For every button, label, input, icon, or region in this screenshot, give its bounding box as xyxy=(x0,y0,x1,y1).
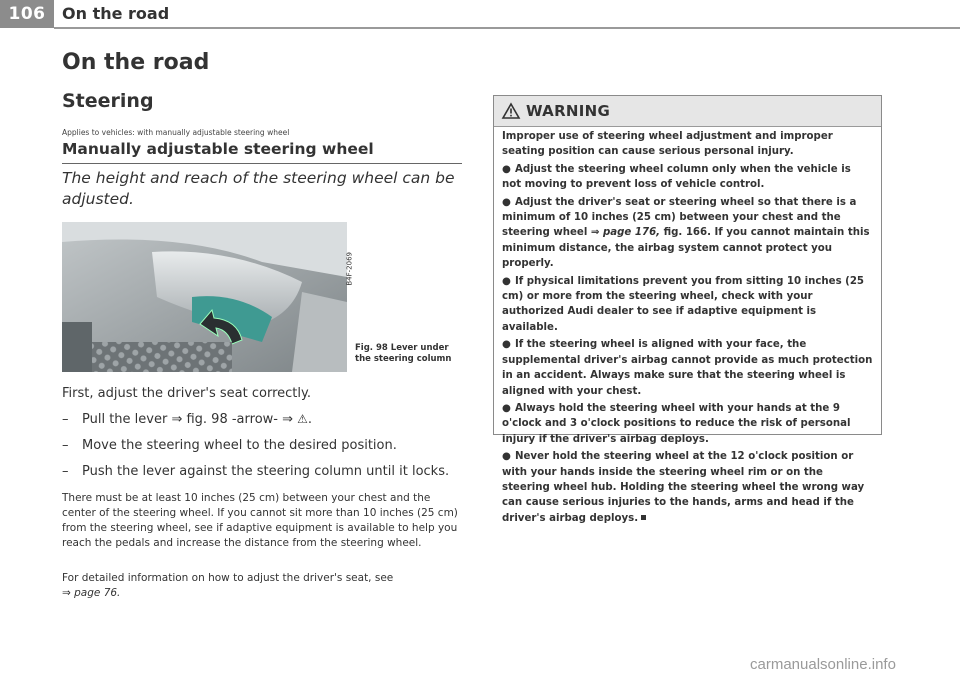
figure-steering-lever xyxy=(62,222,354,372)
page-number: 106 xyxy=(0,0,54,28)
warning-intro: Improper use of steering wheel adjustment and improper seating position can cause serious personal injury. xyxy=(502,131,833,158)
subsection-title: Manually adjustable steering wheel xyxy=(62,140,374,158)
warning-bullet-4: ● If the steering wheel is aligned with your face, the supplemental driver's airbag cannot provide as much protection in an accident. Always make sure that the steering wheel is aligned with your chest. xyxy=(502,339,873,397)
first-line: First, adjust the driver's seat correctly. xyxy=(62,386,311,401)
page-title: On the road xyxy=(62,50,210,75)
step-2: – Move the steering wheel to the desired position. xyxy=(62,438,397,453)
warning-bullet-3: ● If physical limitations prevent you from sitting 10 inches (25 cm) or more from the steering wheel, check with your authorized Audi dealer to see if adaptive equipment is available. xyxy=(502,275,865,333)
step-3: – Push the lever against the steering column until it locks. xyxy=(62,464,450,479)
applies-note: Applies to vehicles: with manually adjustable steering wheel xyxy=(62,128,290,137)
warning-header xyxy=(494,96,881,127)
end-mark xyxy=(641,515,646,520)
warning-triangle-icon: ⚠ xyxy=(297,412,308,426)
warning-box xyxy=(493,95,882,524)
warning-title: WARNING xyxy=(526,102,611,120)
header-title: On the road xyxy=(62,4,170,23)
paragraph-seat-reference: For detailed information on how to adjust the driver's seat, see ⇒ page 76. xyxy=(62,572,394,599)
warning-bullet-6: ● Never hold the steering wheel at the 12 o'clock position or with your hands inside the steering wheel rim or on the steering wheel hub. Holding the steering wheel the wrong way can cause serious injuries to the hands, arms and head if the driver's airbag deploys. xyxy=(502,451,865,524)
watermark: carmanualsonline.info xyxy=(750,656,896,673)
figure-caption: Fig. 98 Lever under the steering column xyxy=(355,343,452,364)
warning-bullet-5: ● Always hold the steering wheel with your hands at the 9 o'clock and 3 o'clock positions to reduce the risk of personal injury if the driver's airbag deploys. xyxy=(502,402,851,445)
subsection-rule xyxy=(62,163,462,164)
warning-body xyxy=(494,127,881,526)
header-rule xyxy=(54,27,960,29)
step-1: – Pull the lever ⇒ fig. 98 -arrow- ⇒ ⚠. xyxy=(62,412,313,427)
warning-triangle-icon xyxy=(502,103,520,119)
warning-bullet-2: ● Adjust the driver's seat or steering wheel so that there is a minimum of 10 inches (25 cm) between your chest and the steering wheel ⇒ page 176, fig. 166. If you cannot maintain this minimum distance, the airbag system cannot protect you properly. xyxy=(502,196,870,270)
figure-code: B4F-2069 xyxy=(346,252,354,286)
intro-text: The height and reach of the steering wheel can be adjusted. xyxy=(62,169,455,208)
warning-bullet-1: ● Adjust the steering wheel column only when the vehicle is not moving to prevent loss of vehicle control. xyxy=(502,163,851,191)
page-176-link[interactable]: ⇒ page 176, xyxy=(590,227,661,239)
figure-illustration xyxy=(62,222,347,372)
page-76-link[interactable]: ⇒ page 76. xyxy=(62,587,121,599)
paragraph-distance: There must be at least 10 inches (25 cm) between your chest and the center of the steering wheel. If you cannot sit more than 10 inches (25 cm) from the steering wheel, see if adaptive equipment is available to help you reach the pedals and increase the distance from the steering wheel. xyxy=(62,492,458,549)
section-heading-steering: Steering xyxy=(62,90,154,112)
